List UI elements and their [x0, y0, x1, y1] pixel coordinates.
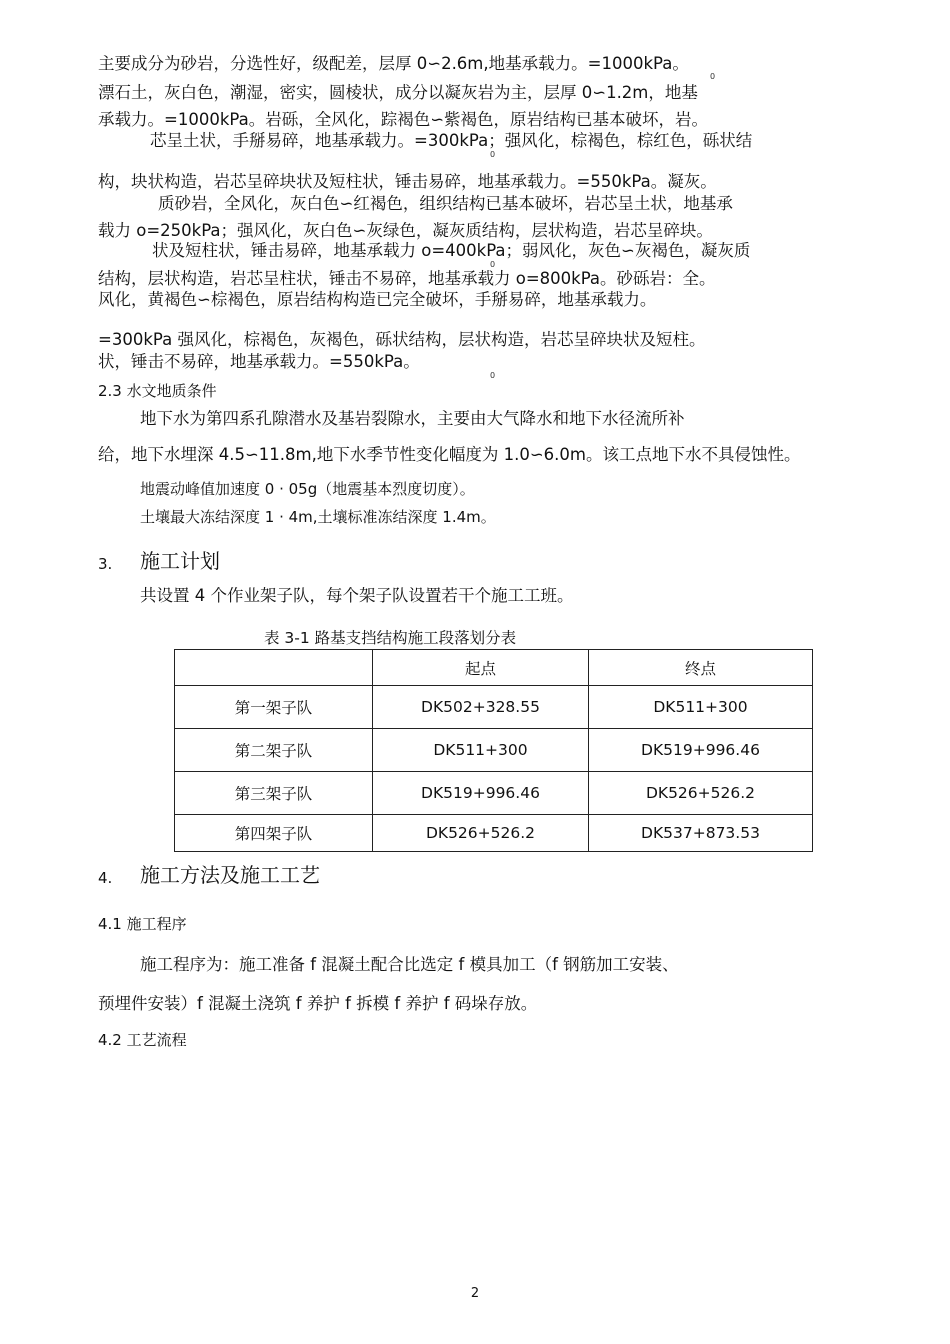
- table-cell-start: DK502+328.55: [373, 686, 589, 729]
- segment-table: [174, 649, 813, 852]
- table-cell-start: DK526+526.2: [373, 815, 589, 852]
- procedure-line-1: 施工程序为：施工准备 f 混凝土配合比选定 f 模具加工（f 钢筋加工安装、: [140, 955, 679, 974]
- subscript-mark: 0: [490, 260, 496, 269]
- table-caption: 表 3-1 路基支挡结构施工段落划分表: [264, 629, 517, 647]
- table-row: [175, 772, 813, 815]
- section-heading-2-3: 2.3 水文地质条件: [98, 382, 217, 400]
- geology-line-11: =300kPa 强风化，棕褐色，灰褐色，砾状结构，层状构造，岩芯呈碎块状及短柱。: [98, 330, 706, 349]
- procedure-line-2: 预埋件安装）f 混凝土浇筑 f 养护 f 拆模 f 养护 f 码垛存放。: [98, 994, 538, 1013]
- section-title-4: 施工方法及施工工艺: [140, 863, 320, 887]
- hydro-paragraph-line-1: 地下水为第四系孔隙潜水及基岩裂隙水，主要由大气降水和地下水径流所补: [140, 409, 685, 428]
- seismic-paragraph: 地震动峰值加速度 0 · 05g（地震基本烈度切度）。: [140, 480, 475, 498]
- geology-line-3: 承载力。=1000kPa。岩砾，全风化，踪褐色∽紫褐色，原岩结构已基本破坏，岩。: [98, 110, 709, 129]
- table-header-row: [175, 650, 813, 686]
- geology-line-8: 状及短柱状，锤击易碎，地基承载力 o=400kPa；弱风化，灰色∽灰褐色，凝灰质: [152, 241, 751, 260]
- geology-line-6: 质砂岩，全风化，灰白色∽红褐色，组织结构已基本破坏，岩芯呈土状，地基承: [158, 194, 733, 213]
- geology-line-7: 载力 o=250kPa；强风化，灰白色∽灰绿色，凝灰质结构，层状构造，岩芯呈碎块。: [98, 221, 713, 240]
- subscript-mark: 0: [710, 72, 716, 81]
- geology-line-1: 主要成分为砂岩，分选性好，级配差，层厚 0∽2.6m,地基承载力。=1000kPa。: [98, 54, 689, 73]
- table-cell-end: DK537+873.53: [589, 815, 813, 852]
- geology-line-5: 构，块状构造，岩芯呈碎块状及短柱状，锤击易碎，地基承载力。=550kPa。凝灰。: [98, 172, 717, 191]
- table-row: [175, 686, 813, 729]
- subscript-mark: 0: [490, 371, 496, 380]
- table-cell-team: 第三架子队: [175, 772, 373, 815]
- section-number-4: 4.: [98, 869, 113, 887]
- table-cell-end: DK519+996.46: [589, 729, 813, 772]
- table-cell-team: 第一架子队: [175, 686, 373, 729]
- geology-line-9: 结构，层状构造，岩芯呈柱状，锤击不易碎，地基承载力 o=800kPa。砂砾岩：全。: [98, 269, 716, 288]
- table-header-start: 起点: [373, 650, 589, 686]
- geology-line-12: 状，锤击不易碎，地基承载力。=550kPa。: [98, 352, 420, 371]
- table-row: [175, 729, 813, 772]
- section-heading-4-1: 4.1 施工程序: [98, 915, 187, 933]
- table-cell-team: 第二架子队: [175, 729, 373, 772]
- geology-line-4: 芯呈土状，手掰易碎，地基承载力。=300kPa；强风化，棕褐色，棕红色，砾状结: [150, 131, 753, 150]
- table-cell-start: DK511+300: [373, 729, 589, 772]
- table-cell-team: 第四架子队: [175, 815, 373, 852]
- table-header-end: 终点: [589, 650, 813, 686]
- page-number: 2: [470, 1286, 480, 1301]
- section-number-3: 3.: [98, 555, 113, 573]
- subscript-mark: 0: [490, 150, 496, 159]
- geology-line-10: 风化，黄褐色∽棕褐色，原岩结构构造已完全破坏，手掰易碎，地基承载力。: [98, 290, 657, 309]
- table-row: [175, 815, 813, 852]
- section-3-paragraph: 共设置 4 个作业架子队，每个架子队设置若干个施工工班。: [140, 586, 574, 605]
- section-heading-4-2: 4.2 工艺流程: [98, 1031, 187, 1049]
- table-header-cell: [175, 650, 373, 686]
- table-cell-start: DK519+996.46: [373, 772, 589, 815]
- geology-line-2: 漂石土，灰白色，潮湿，密实，圆棱状，成分以凝灰岩为主，层厚 0∽1.2m，地基: [98, 83, 698, 102]
- section-title-3: 施工计划: [140, 549, 220, 573]
- hydro-paragraph-line-2: 给，地下水埋深 4.5∽11.8m,地下水季节性变化幅度为 1.0∽6.0m。该工点地下水不具侵蚀性。: [98, 445, 801, 464]
- table-cell-end: DK526+526.2: [589, 772, 813, 815]
- table-cell-end: DK511+300: [589, 686, 813, 729]
- frost-depth-paragraph: 土壤最大冻结深度 1 · 4m,土壤标准冻结深度 1.4m。: [140, 508, 496, 526]
